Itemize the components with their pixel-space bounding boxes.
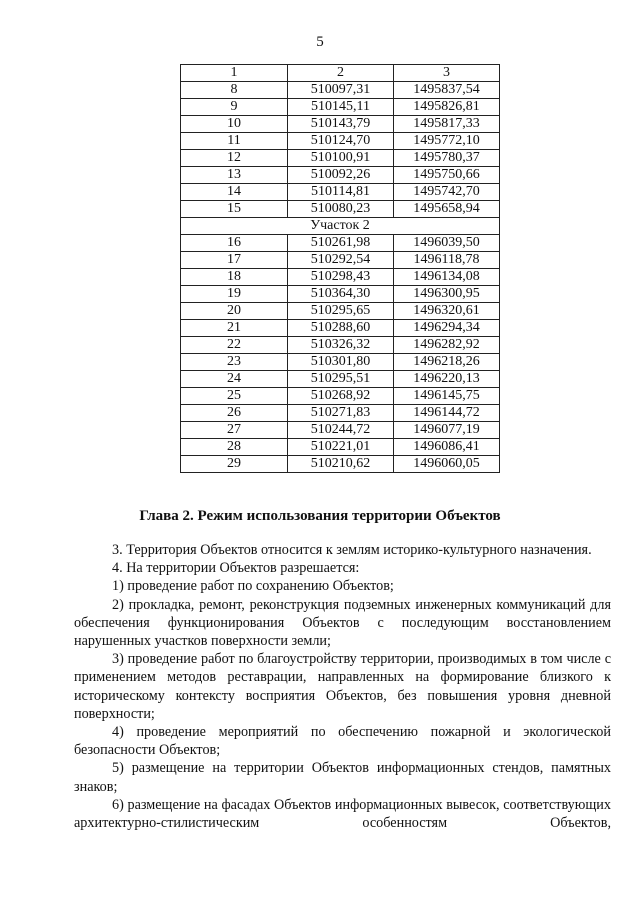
table-cell: 510298,43 <box>288 269 394 286</box>
table-cell: 14 <box>181 184 288 201</box>
paragraph: 4) проведение мероприятий по обеспечению пожарной и экологической безопасности Объектов; <box>74 724 611 759</box>
table-cell: 510292,54 <box>288 252 394 269</box>
table-cell: 510124,70 <box>288 133 394 150</box>
table-cell: 1495837,54 <box>394 82 500 99</box>
table-row <box>181 337 500 354</box>
table-cell: 510097,31 <box>288 82 394 99</box>
table-cell: 510268,92 <box>288 388 394 405</box>
table-cell: 1495750,66 <box>394 167 500 184</box>
table-row <box>181 303 500 320</box>
table-cell: 1496118,78 <box>394 252 500 269</box>
table-row <box>181 439 500 456</box>
table-cell: 27 <box>181 422 288 439</box>
table-cell: 21 <box>181 320 288 337</box>
table-row <box>181 252 500 269</box>
table-cell: 1495658,94 <box>394 201 500 218</box>
table-row <box>181 269 500 286</box>
table-cell: 24 <box>181 371 288 388</box>
table-cell: 510143,79 <box>288 116 394 133</box>
table-cell: 510288,60 <box>288 320 394 337</box>
table-row <box>181 405 500 422</box>
table-row <box>181 320 500 337</box>
table-cell: 13 <box>181 167 288 184</box>
table-row <box>181 167 500 184</box>
table-cell: 1496300,95 <box>394 286 500 303</box>
table-cell: 510221,01 <box>288 439 394 456</box>
table-cell: 1496060,05 <box>394 456 500 473</box>
table-cell: 2 <box>288 65 394 82</box>
section-label: Участок 2 <box>181 218 500 235</box>
table-row <box>181 388 500 405</box>
paragraph: 6) размещение на фасадах Объектов информационных вывесок, соответствующих архитектурно-стилистическим особенностям Объектов, <box>74 796 611 832</box>
table-cell: 20 <box>181 303 288 320</box>
paragraph: 2) прокладка, ремонт, реконструкция подземных инженерных коммуникаций для обеспечения функционирования Объектов с последующим восстановлением нарушенных участков поверхности земли; <box>74 596 611 650</box>
table-row <box>181 116 500 133</box>
table-cell: 1496145,75 <box>394 388 500 405</box>
table-section-row <box>181 218 500 235</box>
table-cell: 1495817,33 <box>394 116 500 133</box>
table-cell: 1496039,50 <box>394 235 500 252</box>
table-cell: 19 <box>181 286 288 303</box>
table-cell: 510100,91 <box>288 150 394 167</box>
table-row <box>181 82 500 99</box>
table-cell: 1496144,72 <box>394 405 500 422</box>
table-cell: 1496077,19 <box>394 422 500 439</box>
table-cell: 510301,80 <box>288 354 394 371</box>
table-cell: 25 <box>181 388 288 405</box>
table-cell: 1496220,13 <box>394 371 500 388</box>
table-cell: 1496294,34 <box>394 320 500 337</box>
table-cell: 1495780,37 <box>394 150 500 167</box>
table-cell: 17 <box>181 252 288 269</box>
table-cell: 510295,51 <box>288 371 394 388</box>
table-cell: 1495742,70 <box>394 184 500 201</box>
table-cell: 16 <box>181 235 288 252</box>
table-row <box>181 286 500 303</box>
paragraph: 5) размещение на территории Объектов информационных стендов, памятных знаков; <box>74 760 611 795</box>
table-row <box>181 422 500 439</box>
table-row <box>181 99 500 116</box>
table-row <box>181 371 500 388</box>
table-cell: 18 <box>181 269 288 286</box>
table-row <box>181 456 500 473</box>
table-cell: 11 <box>181 133 288 150</box>
table-row <box>181 354 500 371</box>
table-cell: 29 <box>181 456 288 473</box>
table-cell: 510080,23 <box>288 201 394 218</box>
table-row <box>181 201 500 218</box>
table-cell: 510326,32 <box>288 337 394 354</box>
table-cell: 15 <box>181 201 288 218</box>
table-cell: 3 <box>394 65 500 82</box>
paragraph: 3. Территория Объектов относится к землям историко-культурного назначения. <box>112 542 592 558</box>
table-cell: 28 <box>181 439 288 456</box>
table-cell: 1496218,26 <box>394 354 500 371</box>
paragraph: 4. На территории Объектов разрешается: <box>112 560 360 577</box>
table-row <box>181 133 500 150</box>
table-cell: 510244,72 <box>288 422 394 439</box>
table-cell: 1495826,81 <box>394 99 500 116</box>
table-row <box>181 150 500 167</box>
table-cell: 1 <box>181 65 288 82</box>
table-cell: 510295,65 <box>288 303 394 320</box>
paragraph: 1) проведение работ по сохранению Объектов; <box>112 578 394 595</box>
table-cell: 1496134,08 <box>394 269 500 286</box>
table-cell: 22 <box>181 337 288 354</box>
table-cell: 1495772,10 <box>394 133 500 150</box>
table-cell: 510271,83 <box>288 405 394 422</box>
coordinates-table <box>180 64 500 473</box>
table-cell: 510364,30 <box>288 286 394 303</box>
paragraph: 3) проведение работ по благоустройству территории, производимых в том числе с применением методов реставрации, направленных на формирование близкого к историческому контексту восприятия Объектов, без повышения уровня дневной поверхности; <box>74 651 611 722</box>
table-cell: 510092,26 <box>288 167 394 184</box>
table-cell: 510261,98 <box>288 235 394 252</box>
table-cell: 8 <box>181 82 288 99</box>
table-row <box>181 235 500 252</box>
table-row <box>181 184 500 201</box>
table-cell: 1496320,61 <box>394 303 500 320</box>
table-cell: 10 <box>181 116 288 133</box>
body-text <box>74 541 611 832</box>
table-cell: 510145,11 <box>288 99 394 116</box>
table-cell: 23 <box>181 354 288 371</box>
chapter-title: Глава 2. Режим использования территории Объектов <box>139 508 501 524</box>
table-cell: 12 <box>181 150 288 167</box>
table-cell: 510114,81 <box>288 184 394 201</box>
table-cell: 1496086,41 <box>394 439 500 456</box>
table-cell: 1496282,92 <box>394 337 500 354</box>
table-header-row <box>181 65 500 82</box>
table-cell: 26 <box>181 405 288 422</box>
table-cell: 9 <box>181 99 288 116</box>
page-number: 5 <box>316 34 324 50</box>
table-cell: 510210,62 <box>288 456 394 473</box>
